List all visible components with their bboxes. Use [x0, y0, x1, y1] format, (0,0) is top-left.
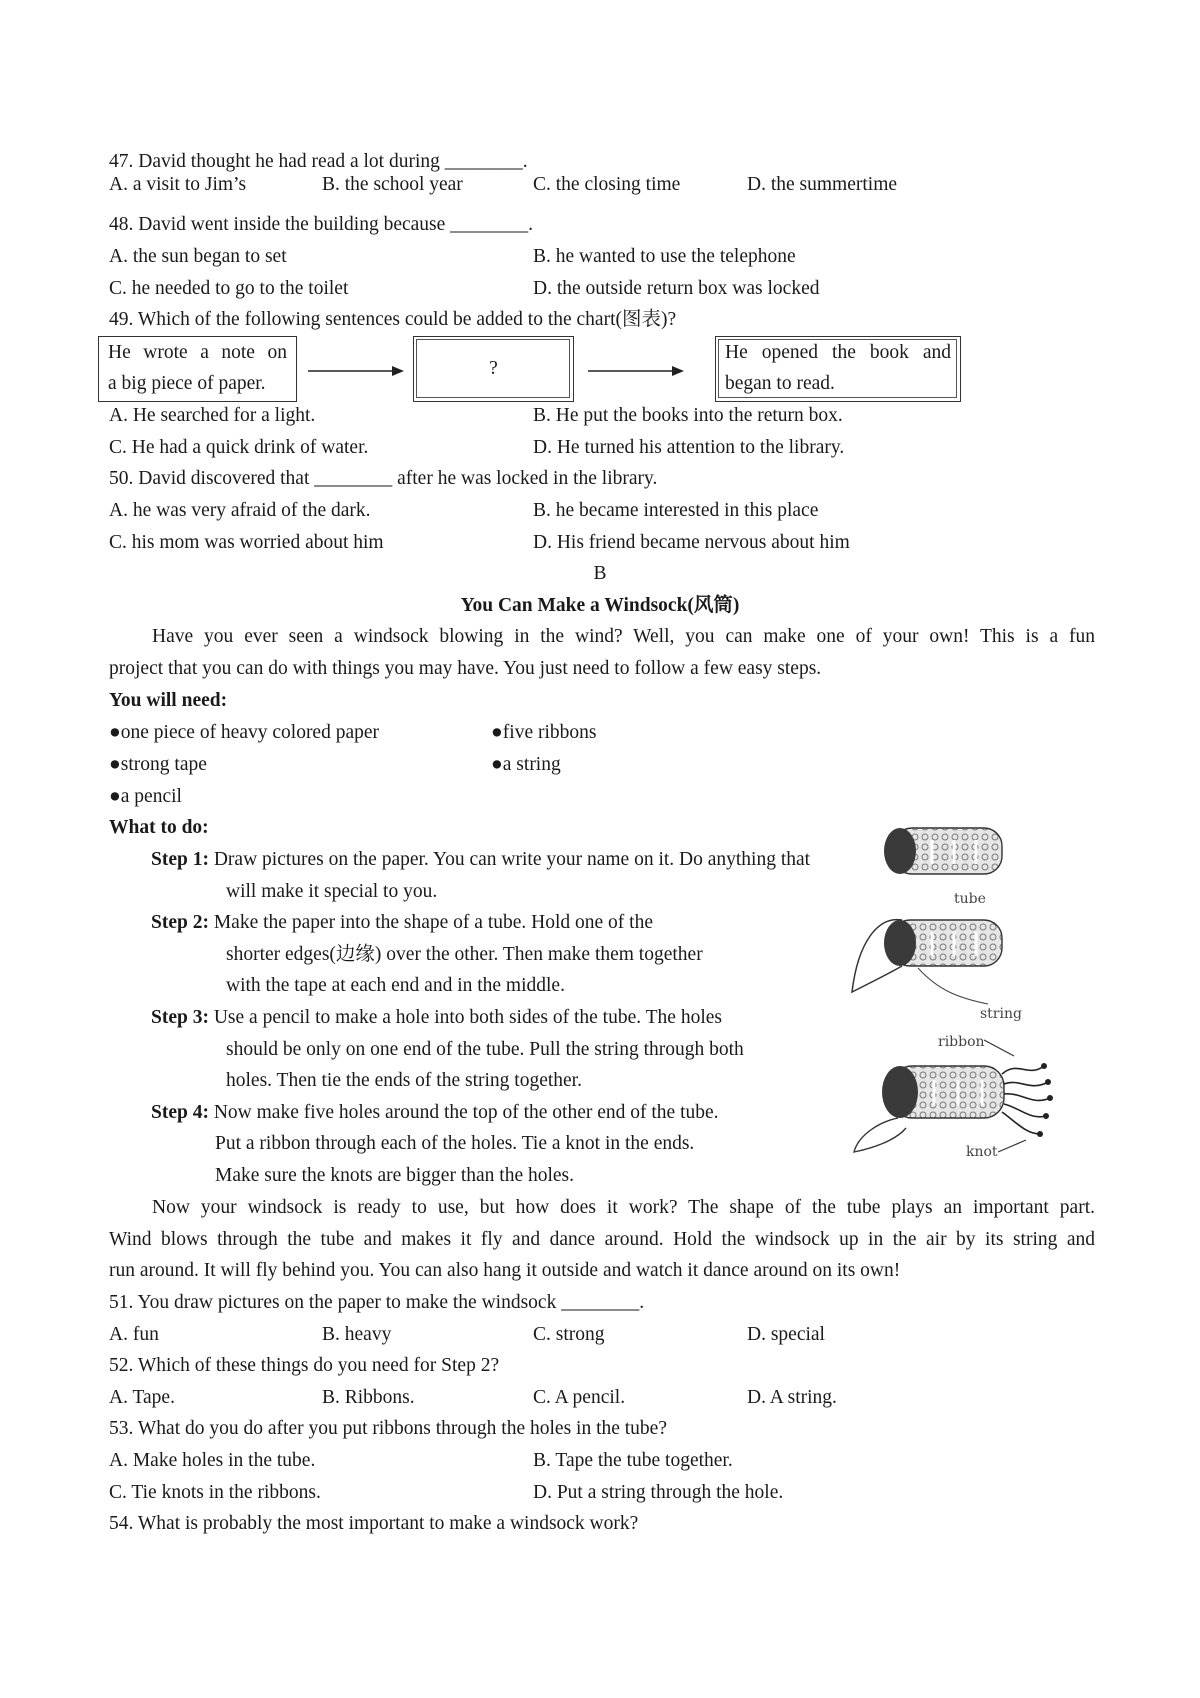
- option-b: B. heavy: [322, 1324, 392, 1345]
- option-a: A. Make holes in the tube.: [109, 1450, 316, 1471]
- option-b: B. he wanted to use the telephone: [533, 246, 796, 267]
- option-c: C. his mom was worried about him: [109, 532, 384, 553]
- ribbon-knot-illustration: [848, 1030, 1068, 1158]
- intro-line-2: project that you can do with things you may have. You just need to follow a few easy steps.: [109, 658, 822, 679]
- option-a: A. he was very afraid of the dark.: [109, 500, 371, 521]
- option-c: C. he needed to go to the toilet: [109, 278, 349, 299]
- tube-label: tube: [954, 891, 986, 907]
- option-a: A. fun: [109, 1324, 159, 1345]
- option-b: B. Ribbons.: [322, 1387, 415, 1408]
- option-d: D. special: [747, 1324, 825, 1345]
- option-d: D. He turned his attention to the library.: [533, 437, 845, 458]
- step-label: Step 3:: [151, 1007, 209, 1028]
- string-label: string: [980, 1006, 1022, 1022]
- option-d: D. the summertime: [747, 174, 898, 195]
- question-48: 48. David went inside the building because ________.: [109, 214, 534, 235]
- option-b: B. he became interested in this place: [533, 500, 819, 521]
- step-3: [151, 1002, 722, 1034]
- option-a: A. a visit to Jim’s: [109, 174, 247, 195]
- step-4: [151, 1097, 719, 1129]
- step-2: [151, 907, 653, 939]
- step-2-continued: shorter edges(边缘) over the other. Then make them together: [226, 944, 703, 965]
- outro-line-3: run around. It will fly behind you. You can also hang it outside and watch it dance around on its own!: [109, 1260, 901, 1281]
- step-1-continued: will make it special to you.: [226, 881, 438, 902]
- chart-arrow-1: [306, 363, 406, 379]
- step-3-continued: holes. Then tie the ends of the string together.: [226, 1070, 582, 1091]
- step-label: Step 2:: [151, 912, 209, 933]
- step-text: Now make five holes around the top of the other end of the tube.: [213, 1102, 719, 1123]
- step-3-continued: should be only on one end of the tube. Pull the string through both: [226, 1039, 744, 1060]
- option-a: A. Tape.: [109, 1387, 175, 1408]
- chart-box-1-line-2: a big piece of paper.: [108, 373, 266, 394]
- chart-box-2: [413, 336, 574, 402]
- chart-box-3: [715, 336, 961, 402]
- option-d: D. the outside return box was locked: [533, 278, 820, 299]
- section-letter: B: [593, 563, 607, 584]
- question-52: 52. Which of these things do you need for Step 2?: [109, 1355, 500, 1376]
- option-b: B. Tape the tube together.: [533, 1450, 733, 1471]
- materials-heading: You will need:: [109, 690, 228, 711]
- knot-label: knot: [966, 1144, 998, 1158]
- step-4-continued: Make sure the knots are bigger than the holes.: [215, 1165, 575, 1186]
- option-c: C. the closing time: [533, 174, 681, 195]
- option-c: C. strong: [533, 1324, 605, 1345]
- material-item: ●a pencil: [109, 786, 182, 807]
- step-text: Use a pencil to make a hole into both sides of the tube. The holes: [213, 1007, 722, 1028]
- question-53: 53. What do you do after you put ribbons through the holes in the tube?: [109, 1418, 667, 1439]
- option-a: A. He searched for a light.: [109, 405, 316, 426]
- step-label: Step 1:: [151, 849, 209, 870]
- outro-line-1: Now your windsock is ready to use, but how does it work? The shape of the tube plays an important part.: [152, 1197, 1095, 1218]
- step-4-continued: Put a ribbon through each of the holes. Tie a knot in the ends.: [215, 1133, 695, 1154]
- question-51: 51. You draw pictures on the paper to make the windsock ________.: [109, 1292, 645, 1313]
- question-50: 50. David discovered that ________ after he was locked in the library.: [109, 468, 658, 489]
- option-a: A. the sun began to set: [109, 246, 287, 267]
- question-49: 49. Which of the following sentences could be added to the chart(图表)?: [109, 309, 677, 330]
- option-c: C. He had a quick drink of water.: [109, 437, 369, 458]
- option-d: D. His friend became nervous about him: [533, 532, 850, 553]
- option-c: C. A pencil.: [533, 1387, 626, 1408]
- chart-box-3-line-1: He opened the book and: [725, 342, 951, 363]
- chart-box-2-text: ?: [489, 358, 498, 379]
- intro-line-1: Have you ever seen a windsock blowing in the wind? Well, you can make one of your own! This is a fun: [152, 626, 1095, 647]
- material-item: ●five ribbons: [491, 722, 597, 743]
- tube-illustration: [880, 822, 1030, 908]
- question-47: 47. David thought he had read a lot during ________.: [109, 151, 528, 172]
- chart-box-3-line-2: began to read.: [725, 373, 835, 394]
- passage-title: You Can Make a Windsock(风筒): [460, 595, 740, 616]
- material-item: ●strong tape: [109, 754, 207, 775]
- outro-line-2: Wind blows through the tube and makes it fly and dance around. Hold the windsock up in the air by its string and: [109, 1229, 1095, 1250]
- option-b: B. the school year: [322, 174, 463, 195]
- step-label: Step 4:: [151, 1102, 209, 1123]
- chart-box-1: [98, 336, 297, 402]
- material-item: ●a string: [491, 754, 561, 775]
- option-b: B. He put the books into the return box.: [533, 405, 843, 426]
- question-54: 54. What is probably the most important to make a windsock work?: [109, 1513, 639, 1534]
- option-c: C. Tie knots in the ribbons.: [109, 1482, 321, 1503]
- step-text: Make the paper into the shape of a tube. Hold one of the: [213, 912, 653, 933]
- option-d: D. A string.: [747, 1387, 837, 1408]
- ribbon-label: ribbon: [938, 1034, 985, 1050]
- step-2-continued: with the tape at each end and in the middle.: [226, 975, 565, 996]
- chart-arrow-2: [586, 363, 686, 379]
- chart-box-1-line-1: He wrote a note on: [108, 342, 287, 363]
- material-item: ●one piece of heavy colored paper: [109, 722, 380, 743]
- string-illustration: [848, 912, 1028, 1022]
- steps-heading: What to do:: [109, 817, 209, 838]
- step-text: Draw pictures on the paper. You can write your name on it. Do anything that: [213, 849, 811, 870]
- option-d: D. Put a string through the hole.: [533, 1482, 784, 1503]
- step-1: [151, 844, 810, 876]
